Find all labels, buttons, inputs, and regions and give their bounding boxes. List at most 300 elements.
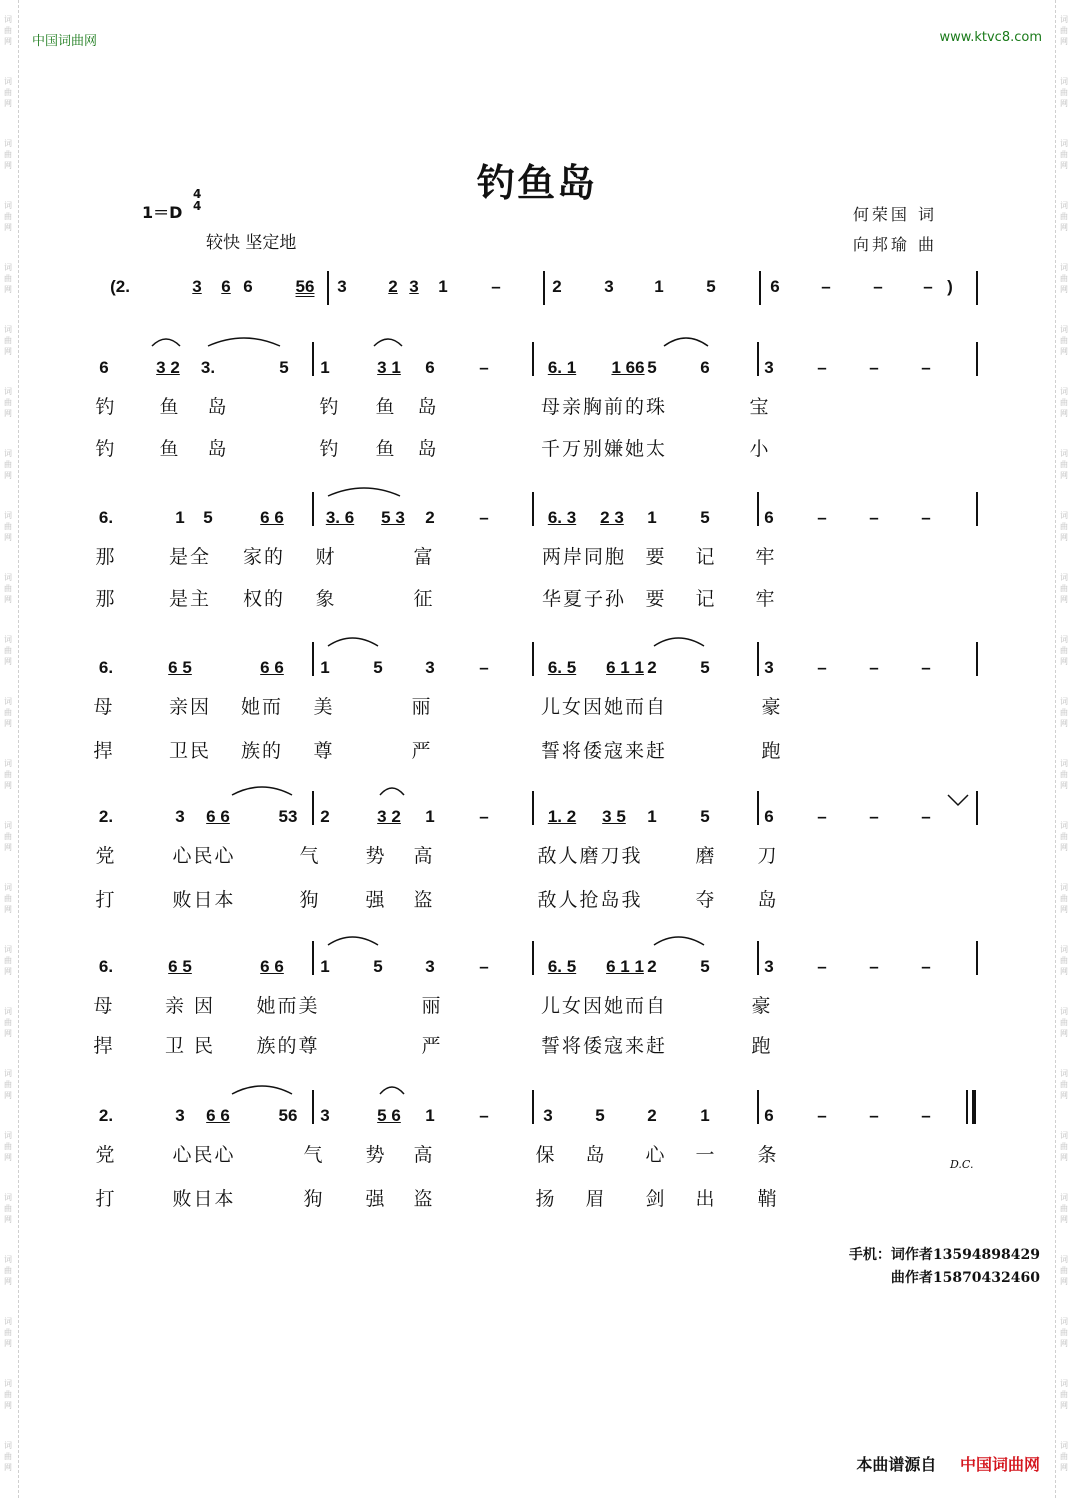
lyric-word: 家的 xyxy=(242,546,286,568)
note: 6. xyxy=(98,957,114,976)
watermark-glyph: 曲 xyxy=(1060,894,1068,903)
lyric-word: 牢 xyxy=(755,546,777,568)
note: 1. 2 xyxy=(547,807,577,826)
watermark-glyph: 词 xyxy=(4,945,12,954)
watermark-glyph: 词 xyxy=(4,449,12,458)
watermark-glyph: 网 xyxy=(1060,781,1068,790)
watermark-glyph: 词 xyxy=(1060,635,1068,644)
watermark-glyph: 曲 xyxy=(4,398,12,407)
note: 1 xyxy=(438,277,448,296)
watermark-glyph: 词 xyxy=(4,635,12,644)
lyric-word: 保 xyxy=(535,1144,557,1166)
watermark-glyph: 网 xyxy=(4,595,12,604)
note: – xyxy=(479,658,489,677)
note: 6 xyxy=(243,277,253,296)
lyric-word: 刀 xyxy=(757,845,779,867)
note: 6. xyxy=(98,508,114,527)
watermark-glyph: 网 xyxy=(4,843,12,852)
lyric-word: 鱼 xyxy=(375,438,397,460)
watermark-glyph: 网 xyxy=(4,347,12,356)
note: 2 xyxy=(388,277,398,296)
watermark-glyph: 曲 xyxy=(4,274,12,283)
footer xyxy=(856,1452,1040,1475)
watermark-glyph: 网 xyxy=(4,1463,12,1472)
lyric-word: 儿女因她而自 xyxy=(540,995,668,1017)
watermark-glyph: 网 xyxy=(1060,1339,1068,1348)
watermark-glyph: 网 xyxy=(4,1153,12,1162)
lyric-word: 要 xyxy=(645,546,667,568)
watermark-glyph: 词 xyxy=(1060,883,1068,892)
note: 56 xyxy=(278,1106,298,1125)
note: 1 xyxy=(700,1106,710,1125)
note: – xyxy=(921,1106,931,1125)
note: 1 xyxy=(647,807,657,826)
watermark-glyph: 词 xyxy=(1060,573,1068,582)
tempo-marking: 较快 坚定地 xyxy=(206,233,297,253)
lyric-word: 誓将倭寇来赶 xyxy=(540,1035,668,1057)
lyric-word: 势 xyxy=(365,1144,387,1166)
watermark-glyph: 词 xyxy=(1060,387,1068,396)
lyric-word: 宝 xyxy=(749,396,771,418)
watermark-glyph: 网 xyxy=(4,1029,12,1038)
watermark-glyph: 曲 xyxy=(1060,708,1068,717)
watermark-glyph: 曲 xyxy=(4,336,12,345)
watermark-glyph: 曲 xyxy=(4,832,12,841)
watermark-glyph: 曲 xyxy=(4,212,12,221)
lyric-word: 鱼 xyxy=(375,396,397,418)
lyric-word: 气 xyxy=(303,1144,325,1166)
lyric-word: 亲因 xyxy=(168,696,212,718)
lyric-word: 岛 xyxy=(417,396,439,418)
watermark-glyph: 词 xyxy=(4,1193,12,1202)
watermark-glyph: 网 xyxy=(1060,223,1068,232)
watermark-glyph: 词 xyxy=(4,1069,12,1078)
lyricist: 何荣国 词 xyxy=(852,205,937,224)
note: – xyxy=(921,807,931,826)
watermark-glyph: 网 xyxy=(1060,595,1068,604)
watermark-glyph: 词 xyxy=(4,821,12,830)
watermark-glyph: 曲 xyxy=(4,1266,12,1275)
note: 1 66 xyxy=(611,358,645,377)
watermark-glyph: 网 xyxy=(1060,1029,1068,1038)
lyric-word: 记 xyxy=(695,546,717,568)
note: 6 xyxy=(221,277,231,296)
note: 5 xyxy=(203,508,213,527)
note: 2 xyxy=(425,508,435,527)
note: – xyxy=(923,277,933,296)
note: ) xyxy=(947,277,953,296)
meter-top: 4 xyxy=(193,187,202,201)
watermark-glyph: 词 xyxy=(4,1441,12,1450)
watermark-glyph: 曲 xyxy=(1060,460,1068,469)
lyric-word: 打 xyxy=(95,889,117,911)
note: 6 6 xyxy=(260,658,284,677)
watermark-glyph: 网 xyxy=(1060,1091,1068,1100)
watermark-glyph: 曲 xyxy=(4,1390,12,1399)
note: 6 xyxy=(99,358,109,377)
lyric-word: 钓 xyxy=(95,396,117,418)
lyric-word: 小 xyxy=(749,438,771,460)
note: – xyxy=(479,358,489,377)
note: 6 5 xyxy=(168,658,192,677)
note: 6 xyxy=(764,1106,774,1125)
watermark-glyph: 网 xyxy=(4,1277,12,1286)
watermark-glyph: 词 xyxy=(4,77,12,86)
watermark-glyph: 词 xyxy=(4,697,12,706)
note: 5 xyxy=(706,277,716,296)
lyric-word: 钓 xyxy=(319,396,341,418)
note: 5 xyxy=(700,957,710,976)
watermark-glyph: 网 xyxy=(1060,37,1068,46)
note: 1 xyxy=(320,957,330,976)
watermark-glyph: 曲 xyxy=(1060,1452,1068,1461)
watermark-glyph: 曲 xyxy=(4,26,12,35)
note: 2. xyxy=(98,807,114,826)
note: 6 xyxy=(770,277,780,296)
meter-bottom: 4 xyxy=(193,199,202,213)
watermark-glyph: 网 xyxy=(4,223,12,232)
lyric-word: 美 xyxy=(313,696,335,718)
lyric-word: 富 xyxy=(413,546,435,568)
lyric-word: 母亲胸前的珠 xyxy=(540,396,668,418)
lyric-word: 夺 xyxy=(695,889,717,911)
note: – xyxy=(821,277,831,296)
lyric-word: 强 xyxy=(365,889,387,911)
note: 3 1 xyxy=(377,358,401,377)
watermark-glyph: 曲 xyxy=(1060,522,1068,531)
watermark-glyph: 曲 xyxy=(1060,584,1068,593)
lyric-word: 强 xyxy=(365,1188,387,1210)
watermark-glyph: 曲 xyxy=(1060,212,1068,221)
key-signature: 1＝D xyxy=(142,203,183,222)
lyric-word: 捍 xyxy=(93,1035,115,1057)
watermark-glyph: 网 xyxy=(1060,409,1068,418)
note: – xyxy=(869,957,879,976)
watermark-glyph: 网 xyxy=(1060,905,1068,914)
lyric-word: 记 xyxy=(695,588,717,610)
lyric-word: 豪 xyxy=(761,696,783,718)
watermark-glyph: 词 xyxy=(1060,1379,1068,1388)
footer-source-label: 本曲谱源自 xyxy=(856,1455,937,1474)
watermark-glyph: 网 xyxy=(4,719,12,728)
lyric-word: 钓 xyxy=(319,438,341,460)
footer-source-site[interactable]: 中国词曲网 xyxy=(959,1455,1040,1474)
note: 1 xyxy=(425,807,435,826)
watermark-glyph: 曲 xyxy=(4,1142,12,1151)
lyric-word: 千万别嫌她太 xyxy=(540,438,668,460)
watermark-glyph: 曲 xyxy=(1060,88,1068,97)
lyric-word: 跑 xyxy=(761,740,783,762)
lyric-word: 岛 xyxy=(757,889,779,911)
watermark-glyph: 曲 xyxy=(1060,398,1068,407)
lyric-word: 尊 xyxy=(313,740,335,762)
watermark-glyph: 网 xyxy=(4,905,12,914)
note: 1 xyxy=(320,358,330,377)
watermark-glyph: 曲 xyxy=(1060,26,1068,35)
watermark-glyph: 词 xyxy=(1060,139,1068,148)
watermark-glyph: 网 xyxy=(4,471,12,480)
watermark-glyph: 词 xyxy=(1060,325,1068,334)
note: 6 6 xyxy=(206,807,230,826)
lyric-word: 牢 xyxy=(755,588,777,610)
lyric-word: 象 xyxy=(315,588,337,610)
lyric-word: 鱼 xyxy=(159,438,181,460)
watermark-glyph: 曲 xyxy=(1060,1204,1068,1213)
note: 6 xyxy=(700,358,710,377)
note: 6. 3 xyxy=(547,508,577,527)
watermark-glyph: 词 xyxy=(1060,821,1068,830)
watermark-glyph: 网 xyxy=(1060,1463,1068,1472)
watermark-glyph: 曲 xyxy=(4,522,12,531)
lyric-word: 两岸同胞 xyxy=(541,546,627,568)
watermark-glyph: 词 xyxy=(4,1007,12,1016)
watermark-glyph: 词 xyxy=(1060,449,1068,458)
note: – xyxy=(921,508,931,527)
note: – xyxy=(869,508,879,527)
note: – xyxy=(817,658,827,677)
lyric-word: 誓将倭寇来赶 xyxy=(540,740,668,762)
lyric-word: 岛 xyxy=(417,438,439,460)
note: – xyxy=(491,277,501,296)
watermark-glyph: 词 xyxy=(4,325,12,334)
note: – xyxy=(479,508,489,527)
composer: 向邦瑜 曲 xyxy=(852,235,937,254)
note: 2 xyxy=(647,957,657,976)
lyric-word: 条 xyxy=(757,1144,779,1166)
lyric-word: 党 xyxy=(95,1144,117,1166)
note: 2. xyxy=(98,1106,114,1125)
watermark-glyph: 网 xyxy=(4,409,12,418)
watermark-glyph: 曲 xyxy=(1060,336,1068,345)
watermark-glyph: 曲 xyxy=(4,88,12,97)
lyric-word: 败日本 xyxy=(172,889,236,911)
lyric-word: 心 xyxy=(645,1144,667,1166)
watermark-glyph: 词 xyxy=(1060,263,1068,272)
note: 2 xyxy=(647,1106,657,1125)
watermark-glyph: 词 xyxy=(4,759,12,768)
watermark-glyph: 网 xyxy=(1060,1153,1068,1162)
note: 6 6 xyxy=(260,957,284,976)
note: 2 xyxy=(552,277,562,296)
watermark-glyph: 词 xyxy=(1060,1069,1068,1078)
note: 3 xyxy=(604,277,614,296)
watermark-glyph: 词 xyxy=(4,1255,12,1264)
lyric-word: 出 xyxy=(695,1188,717,1210)
lyric-word: 捍 xyxy=(93,740,115,762)
lyric-word: 母 xyxy=(93,696,115,718)
watermark-glyph: 曲 xyxy=(4,460,12,469)
watermark-glyph: 词 xyxy=(1060,201,1068,210)
watermark-glyph: 网 xyxy=(4,1339,12,1348)
lyric-word: 豪 xyxy=(751,995,773,1017)
watermark-glyph: 网 xyxy=(4,99,12,108)
watermark-glyph: 词 xyxy=(1060,15,1068,24)
note: 3. xyxy=(200,358,216,377)
watermark-glyph: 词 xyxy=(4,573,12,582)
note: – xyxy=(873,277,883,296)
lyric-word: 气 xyxy=(299,845,321,867)
note: – xyxy=(869,358,879,377)
note: – xyxy=(921,658,931,677)
lyric-word: 狗 xyxy=(299,889,321,911)
note: – xyxy=(817,957,827,976)
watermark-glyph: 词 xyxy=(4,883,12,892)
lyric-word: 卫 民 xyxy=(164,1035,216,1057)
watermark-glyph: 词 xyxy=(1060,1193,1068,1202)
note: 1 xyxy=(320,658,330,677)
lyric-word: 母 xyxy=(93,995,115,1017)
watermark-glyph: 曲 xyxy=(4,770,12,779)
note: 2 xyxy=(320,807,330,826)
watermark-glyph: 网 xyxy=(1060,1401,1068,1410)
watermark-glyph: 网 xyxy=(4,533,12,542)
lyric-word: 钓 xyxy=(95,438,117,460)
watermark-glyph: 网 xyxy=(4,967,12,976)
watermark-glyph: 词 xyxy=(4,201,12,210)
watermark-glyph: 曲 xyxy=(4,150,12,159)
note: – xyxy=(869,807,879,826)
note: 3 xyxy=(425,957,435,976)
note: 6. 1 xyxy=(547,358,577,377)
watermark-glyph: 词 xyxy=(1060,697,1068,706)
watermark-glyph: 曲 xyxy=(1060,770,1068,779)
watermark-glyph: 词 xyxy=(1060,1255,1068,1264)
note: 5 xyxy=(647,358,657,377)
note: 3 xyxy=(425,658,435,677)
note: – xyxy=(817,358,827,377)
note: 3 xyxy=(764,957,774,976)
watermark-glyph: 曲 xyxy=(4,1018,12,1027)
watermark-glyph: 曲 xyxy=(1060,956,1068,965)
site-url[interactable]: www.ktvc8.com xyxy=(939,30,1042,45)
lyric-word: 严 xyxy=(421,1035,443,1057)
note: 3 xyxy=(320,1106,330,1125)
lyric-word: 亲 因 xyxy=(164,995,216,1017)
watermark-glyph: 词 xyxy=(4,139,12,148)
watermark-glyph: 曲 xyxy=(4,646,12,655)
lyric-word: 鞘 xyxy=(757,1188,779,1210)
watermark-glyph: 词 xyxy=(1060,77,1068,86)
note: – xyxy=(817,508,827,527)
note: 6 1 1 xyxy=(606,957,644,976)
note: 3. 6 xyxy=(325,508,355,527)
watermark-glyph: 词 xyxy=(1060,1441,1068,1450)
lyric-word: 势 xyxy=(365,845,387,867)
note: 6. xyxy=(98,658,114,677)
lyric-word: 党 xyxy=(95,845,117,867)
lyric-word: 岛 xyxy=(207,396,229,418)
watermark-glyph: 曲 xyxy=(1060,150,1068,159)
watermark-glyph: 词 xyxy=(4,15,12,24)
lyricist-phone: 手机：词作者13594898429 xyxy=(848,1247,1040,1263)
note: 2 3 xyxy=(600,508,624,527)
lyric-word: 盗 xyxy=(413,1188,435,1210)
note: – xyxy=(817,807,827,826)
note: (2. xyxy=(110,277,130,296)
lyric-word: 族的 xyxy=(240,740,284,762)
note: – xyxy=(479,807,489,826)
lyric-word: 鱼 xyxy=(159,396,181,418)
note: 3 2 xyxy=(156,358,180,377)
watermark-glyph: 网 xyxy=(1060,347,1068,356)
lyric-word: 她而美 xyxy=(256,995,320,1017)
site-name[interactable]: 中国词曲网 xyxy=(32,34,98,49)
watermark-glyph: 词 xyxy=(4,1379,12,1388)
note: 3 xyxy=(175,807,185,826)
lyric-word: 丽 xyxy=(421,995,443,1017)
watermark-glyph: 曲 xyxy=(4,1328,12,1337)
watermark-glyph: 曲 xyxy=(1060,646,1068,655)
lyric-word: 狗 xyxy=(303,1188,325,1210)
lyric-word: 眉 xyxy=(585,1188,607,1210)
note: – xyxy=(817,1106,827,1125)
lyric-word: 敌人磨刀我 xyxy=(537,845,643,867)
note: 1 xyxy=(654,277,664,296)
watermark-glyph: 曲 xyxy=(4,1204,12,1213)
watermark-glyph: 曲 xyxy=(1060,1018,1068,1027)
lyric-word: 丽 xyxy=(411,696,433,718)
note: 3 xyxy=(337,277,347,296)
lyric-word: 心民心 xyxy=(172,845,236,867)
note: – xyxy=(479,957,489,976)
lyric-word: 她而 xyxy=(240,696,284,718)
note: 5 xyxy=(700,658,710,677)
watermark-glyph: 词 xyxy=(4,1131,12,1140)
watermark-glyph: 曲 xyxy=(4,584,12,593)
watermark-glyph: 曲 xyxy=(4,894,12,903)
lyric-word: 权的 xyxy=(242,588,286,610)
watermark-glyph: 曲 xyxy=(4,1080,12,1089)
lyric-word: 财 xyxy=(315,546,337,568)
note: 3 xyxy=(175,1106,185,1125)
note: 6 xyxy=(764,807,774,826)
song-title: 钓鱼岛 xyxy=(476,160,597,205)
watermark-glyph: 曲 xyxy=(1060,1266,1068,1275)
watermark-glyph: 网 xyxy=(4,1091,12,1100)
note: – xyxy=(869,658,879,677)
watermark-glyph: 网 xyxy=(1060,533,1068,542)
lyric-word: 华夏子孙 xyxy=(541,588,627,610)
lyric-word: 卫民 xyxy=(168,740,212,762)
lyric-word: 岛 xyxy=(585,1144,607,1166)
watermark-glyph: 网 xyxy=(1060,657,1068,666)
lyric-word: 心民心 xyxy=(172,1144,236,1166)
note: 5 3 xyxy=(381,508,405,527)
watermark-glyph: 网 xyxy=(1060,161,1068,170)
watermark-glyph: 曲 xyxy=(1060,1080,1068,1089)
watermark-glyph: 词 xyxy=(1060,1317,1068,1326)
watermark-glyph: 网 xyxy=(4,657,12,666)
lyric-word: 那 xyxy=(95,588,117,610)
watermark-glyph: 词 xyxy=(1060,759,1068,768)
note: – xyxy=(921,358,931,377)
lyric-word: 高 xyxy=(413,1144,435,1166)
watermark-glyph: 词 xyxy=(4,1317,12,1326)
note: 2 xyxy=(647,658,657,677)
watermark-glyph: 词 xyxy=(1060,945,1068,954)
composer-phone: 曲作者15870432460 xyxy=(890,1270,1040,1286)
lyric-word: 严 xyxy=(411,740,433,762)
lyric-word: 高 xyxy=(413,845,435,867)
watermark-glyph: 网 xyxy=(1060,99,1068,108)
note: 5 6 xyxy=(377,1106,401,1125)
watermark-glyph: 网 xyxy=(4,1401,12,1410)
lyric-word: 盗 xyxy=(413,889,435,911)
note: 53 xyxy=(278,807,298,826)
watermark-glyph: 词 xyxy=(1060,511,1068,520)
lyric-word: 一 xyxy=(695,1144,717,1166)
note: 3 xyxy=(764,658,774,677)
